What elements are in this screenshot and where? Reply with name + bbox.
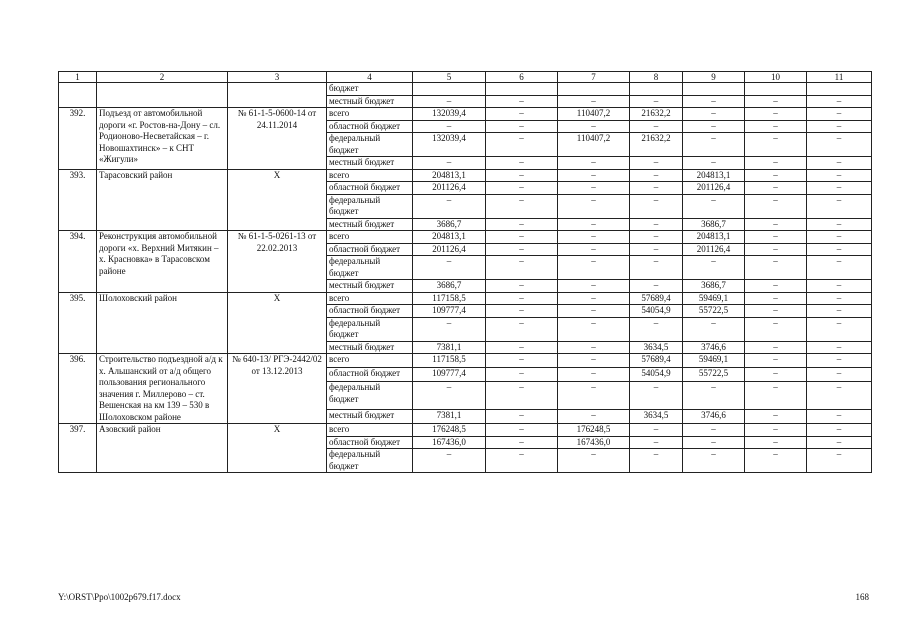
value-cell — [807, 83, 872, 96]
value-cell: 110407,2 — [558, 108, 630, 121]
value-cell: – — [745, 424, 807, 437]
value-cell: – — [683, 449, 745, 473]
name-cell: Подъезд от автомобильной дороги «г. Ростов-на-Дону – сл. Родионово-Несветайская – г. Новошахтинск» – к СНТ «Жигули» — [97, 108, 228, 170]
value-cell: – — [745, 169, 807, 182]
budget-type-cell: областной бюджет — [327, 243, 413, 256]
header-cell: 7 — [558, 72, 630, 83]
header-cell: 5 — [413, 72, 486, 83]
value-cell: – — [486, 341, 558, 354]
name-cell — [97, 83, 228, 108]
budget-type-cell: всего — [327, 169, 413, 182]
value-cell: – — [630, 182, 683, 195]
value-cell: – — [630, 231, 683, 244]
value-cell: 3634,5 — [630, 341, 683, 354]
value-cell: – — [807, 280, 872, 293]
value-cell: – — [558, 169, 630, 182]
value-cell: 132039,4 — [413, 108, 486, 121]
doc-cell: № 640-13/ РГЭ-2442/02 от 13.12.2013 — [228, 354, 327, 424]
value-cell: 54054,9 — [630, 305, 683, 318]
value-cell: – — [807, 169, 872, 182]
value-cell: – — [745, 182, 807, 195]
value-cell: 3686,7 — [413, 218, 486, 231]
value-cell: – — [683, 108, 745, 121]
value-cell: – — [630, 243, 683, 256]
file-path: Y:\ORST\Ppo\1002p679.f17.docx — [58, 592, 181, 602]
value-cell: 57689,4 — [630, 354, 683, 368]
value-cell: – — [630, 317, 683, 341]
budget-type-cell: всего — [327, 424, 413, 437]
doc-cell: Х — [228, 292, 327, 354]
value-cell — [486, 83, 558, 96]
table-row — [59, 169, 872, 182]
value-cell: – — [558, 231, 630, 244]
table-row — [59, 292, 872, 305]
value-cell: – — [683, 133, 745, 157]
budget-type-cell: федеральный бюджет — [327, 317, 413, 341]
number-cell: 395. — [59, 292, 97, 354]
value-cell: 204813,1 — [683, 231, 745, 244]
name-cell: Реконструкция автомобильной дороги «х. Верхний Митякин – х. Красновка» в Тарасовском районе — [97, 231, 228, 293]
header-cell: 11 — [807, 72, 872, 83]
value-cell: – — [558, 409, 630, 423]
value-cell: – — [413, 194, 486, 218]
value-cell: 117158,5 — [413, 354, 486, 368]
value-cell: 204813,1 — [413, 231, 486, 244]
value-cell: – — [745, 231, 807, 244]
page-number: 168 — [855, 592, 869, 602]
value-cell: – — [745, 256, 807, 280]
value-cell: – — [807, 409, 872, 423]
value-cell: 7381,1 — [413, 409, 486, 423]
value-cell: – — [683, 382, 745, 409]
value-cell: 201126,4 — [683, 182, 745, 195]
value-cell: – — [558, 280, 630, 293]
number-cell: 394. — [59, 231, 97, 293]
value-cell: – — [683, 95, 745, 108]
header-cell: 4 — [327, 72, 413, 83]
header-cell: 8 — [630, 72, 683, 83]
value-cell: 167436,0 — [558, 436, 630, 449]
value-cell — [745, 83, 807, 96]
value-cell: – — [486, 120, 558, 133]
value-cell: – — [807, 120, 872, 133]
value-cell: – — [558, 256, 630, 280]
budget-type-cell: местный бюджет — [327, 157, 413, 170]
value-cell: – — [486, 95, 558, 108]
value-cell: – — [745, 218, 807, 231]
value-cell: 21632,2 — [630, 133, 683, 157]
value-cell: – — [745, 382, 807, 409]
value-cell — [413, 83, 486, 96]
value-cell: – — [745, 317, 807, 341]
value-cell: – — [745, 436, 807, 449]
value-cell: – — [486, 280, 558, 293]
budget-type-cell: всего — [327, 354, 413, 368]
value-cell: – — [486, 133, 558, 157]
value-cell: – — [807, 317, 872, 341]
value-cell: – — [630, 449, 683, 473]
value-cell: 3634,5 — [630, 409, 683, 423]
value-cell: – — [807, 182, 872, 195]
value-cell: – — [486, 449, 558, 473]
value-cell: – — [630, 194, 683, 218]
value-cell: – — [630, 169, 683, 182]
value-cell: – — [807, 449, 872, 473]
table-row — [59, 83, 872, 96]
value-cell: – — [745, 108, 807, 121]
budget-type-cell: областной бюджет — [327, 436, 413, 449]
table-row — [59, 108, 872, 121]
value-cell: – — [486, 157, 558, 170]
value-cell: 109777,4 — [413, 368, 486, 382]
column-number-row — [59, 72, 872, 83]
budget-type-cell: местный бюджет — [327, 409, 413, 423]
doc-cell: № 61-1-5-0261-13 от 22.02.2013 — [228, 231, 327, 293]
value-cell: – — [630, 424, 683, 437]
value-cell: – — [413, 256, 486, 280]
value-cell: 109777,4 — [413, 305, 486, 318]
value-cell: – — [683, 194, 745, 218]
budget-type-cell: местный бюджет — [327, 280, 413, 293]
value-cell: – — [745, 368, 807, 382]
value-cell: – — [745, 280, 807, 293]
header-cell: 9 — [683, 72, 745, 83]
value-cell: – — [745, 194, 807, 218]
value-cell: – — [630, 280, 683, 293]
number-cell: 393. — [59, 169, 97, 231]
value-cell: – — [486, 194, 558, 218]
budget-type-cell: федеральный бюджет — [327, 194, 413, 218]
value-cell: – — [807, 424, 872, 437]
budget-type-cell: областной бюджет — [327, 305, 413, 318]
value-cell — [683, 83, 745, 96]
value-cell: 3746,6 — [683, 409, 745, 423]
value-cell: – — [745, 120, 807, 133]
value-cell: – — [558, 194, 630, 218]
value-cell: – — [745, 449, 807, 473]
value-cell: – — [486, 382, 558, 409]
value-cell: – — [486, 218, 558, 231]
value-cell: – — [486, 409, 558, 423]
value-cell: – — [558, 95, 630, 108]
budget-type-cell: федеральный бюджет — [327, 256, 413, 280]
budget-type-cell: местный бюджет — [327, 341, 413, 354]
value-cell: 21632,2 — [630, 108, 683, 121]
name-cell: Шолоховский район — [97, 292, 228, 354]
budget-type-cell: областной бюджет — [327, 182, 413, 195]
doc-cell: Х — [228, 169, 327, 231]
value-cell: – — [558, 354, 630, 368]
value-cell: – — [683, 436, 745, 449]
name-cell: Строительство подъездной а/д к х. Альшанский от а/д общего пользования регионального значения г. Миллерово – ст. Вешенская на км 139 – 530 в Шолоховском районе — [97, 354, 228, 424]
value-cell: – — [413, 95, 486, 108]
value-cell: 110407,2 — [558, 133, 630, 157]
value-cell: – — [807, 368, 872, 382]
value-cell: – — [558, 382, 630, 409]
value-cell: – — [807, 382, 872, 409]
value-cell: – — [807, 133, 872, 157]
value-cell: – — [558, 120, 630, 133]
name-cell: Азовский район — [97, 424, 228, 473]
value-cell: – — [413, 157, 486, 170]
doc-cell — [228, 83, 327, 108]
table-row — [59, 424, 872, 437]
number-cell: 397. — [59, 424, 97, 473]
value-cell: 3746,6 — [683, 341, 745, 354]
value-cell: 204813,1 — [683, 169, 745, 182]
value-cell: – — [486, 243, 558, 256]
value-cell: – — [683, 424, 745, 437]
budget-type-cell: всего — [327, 292, 413, 305]
value-cell: – — [558, 449, 630, 473]
name-cell: Тарасовский район — [97, 169, 228, 231]
value-cell: 201126,4 — [413, 182, 486, 195]
value-cell: – — [558, 157, 630, 170]
value-cell: – — [683, 120, 745, 133]
value-cell: 59469,1 — [683, 354, 745, 368]
value-cell: – — [486, 368, 558, 382]
value-cell: – — [558, 292, 630, 305]
table-row — [59, 354, 872, 368]
value-cell: – — [807, 157, 872, 170]
value-cell: – — [630, 256, 683, 280]
value-cell: 132039,4 — [413, 133, 486, 157]
budget-table — [58, 71, 872, 473]
value-cell: – — [807, 108, 872, 121]
doc-cell: Х — [228, 424, 327, 473]
value-cell: – — [745, 354, 807, 368]
value-cell: 204813,1 — [413, 169, 486, 182]
header-cell: 2 — [97, 72, 228, 83]
value-cell: – — [807, 292, 872, 305]
value-cell: – — [745, 292, 807, 305]
number-cell: 396. — [59, 354, 97, 424]
value-cell: – — [558, 341, 630, 354]
doc-cell: № 61-1-5-0600-14 от 24.11.2014 — [228, 108, 327, 170]
value-cell: – — [745, 409, 807, 423]
value-cell: – — [558, 317, 630, 341]
header-cell: 10 — [745, 72, 807, 83]
value-cell: – — [630, 218, 683, 231]
header-cell: 6 — [486, 72, 558, 83]
value-cell: – — [807, 243, 872, 256]
budget-type-cell: бюджет — [327, 83, 413, 96]
value-cell: – — [486, 108, 558, 121]
number-cell — [59, 83, 97, 108]
value-cell: – — [745, 243, 807, 256]
value-cell: – — [807, 341, 872, 354]
value-cell: 55722,5 — [683, 368, 745, 382]
value-cell: 3686,7 — [683, 218, 745, 231]
value-cell: – — [413, 382, 486, 409]
value-cell: – — [745, 133, 807, 157]
value-cell: – — [558, 182, 630, 195]
value-cell — [558, 83, 630, 96]
value-cell: – — [807, 305, 872, 318]
value-cell: – — [558, 243, 630, 256]
value-cell: – — [683, 317, 745, 341]
value-cell: 7381,1 — [413, 341, 486, 354]
number-cell: 392. — [59, 108, 97, 170]
value-cell: – — [486, 182, 558, 195]
value-cell: 57689,4 — [630, 292, 683, 305]
value-cell: – — [486, 424, 558, 437]
value-cell — [630, 83, 683, 96]
value-cell: – — [630, 157, 683, 170]
header-cell: 3 — [228, 72, 327, 83]
budget-type-cell: всего — [327, 231, 413, 244]
value-cell: – — [630, 120, 683, 133]
value-cell: – — [745, 305, 807, 318]
value-cell: 55722,5 — [683, 305, 745, 318]
budget-type-cell: федеральный бюджет — [327, 133, 413, 157]
value-cell: – — [558, 368, 630, 382]
value-cell: – — [807, 95, 872, 108]
value-cell: – — [486, 256, 558, 280]
value-cell: – — [558, 218, 630, 231]
value-cell: – — [683, 256, 745, 280]
budget-type-cell: местный бюджет — [327, 218, 413, 231]
value-cell: 3686,7 — [413, 280, 486, 293]
value-cell: – — [745, 341, 807, 354]
value-cell: – — [745, 157, 807, 170]
value-cell: – — [486, 317, 558, 341]
header-cell: 1 — [59, 72, 97, 83]
value-cell: – — [807, 194, 872, 218]
value-cell: 176248,5 — [558, 424, 630, 437]
value-cell: – — [807, 354, 872, 368]
value-cell: – — [486, 292, 558, 305]
budget-type-cell: федеральный бюджет — [327, 382, 413, 409]
value-cell: – — [486, 436, 558, 449]
value-cell: 167436,0 — [413, 436, 486, 449]
value-cell: – — [807, 256, 872, 280]
value-cell: – — [630, 436, 683, 449]
budget-type-cell: областной бюджет — [327, 368, 413, 382]
value-cell: – — [683, 157, 745, 170]
value-cell: 176248,5 — [413, 424, 486, 437]
value-cell: – — [486, 231, 558, 244]
value-cell: – — [558, 305, 630, 318]
value-cell: 59469,1 — [683, 292, 745, 305]
value-cell: 117158,5 — [413, 292, 486, 305]
budget-type-cell: федеральный бюджет — [327, 449, 413, 473]
value-cell: – — [486, 169, 558, 182]
value-cell: 3686,7 — [683, 280, 745, 293]
value-cell: 201126,4 — [413, 243, 486, 256]
value-cell: – — [413, 120, 486, 133]
budget-type-cell: всего — [327, 108, 413, 121]
value-cell: – — [630, 95, 683, 108]
value-cell: – — [807, 231, 872, 244]
value-cell: – — [413, 449, 486, 473]
value-cell: 54054,9 — [630, 368, 683, 382]
budget-type-cell: областной бюджет — [327, 120, 413, 133]
budget-type-cell: местный бюджет — [327, 95, 413, 108]
table-row — [59, 231, 872, 244]
value-cell: – — [413, 317, 486, 341]
value-cell: – — [745, 95, 807, 108]
value-cell: – — [807, 436, 872, 449]
value-cell: 201126,4 — [683, 243, 745, 256]
value-cell: – — [486, 354, 558, 368]
value-cell: – — [630, 382, 683, 409]
value-cell: – — [486, 305, 558, 318]
value-cell: – — [807, 218, 872, 231]
